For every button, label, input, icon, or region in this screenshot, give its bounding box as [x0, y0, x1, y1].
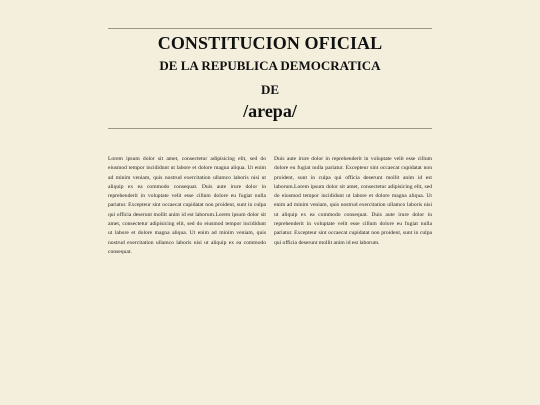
- body-columns: [108, 155, 432, 257]
- body-column-left: Lorem ipsum dolor sit amet, consectetur adipisicing elit, sed do eiusmod tempor incididunt ut labore et dolore magna aliqua. Ut enim ad minim veniam, quis nostrud exercitation ullamco laboris nisi ut aliquip ex ea commodo consequat. Duis aute irure dolor in reprehenderit in voluptate velit esse cillum dolore eu fugiat nulla pariatur. Excepteur sint occaecat cupidatat non proident, sunt in culpa qui officia deserunt mollit anim id est laborum.Lorem ipsum dolor sit amet, consectetur adipisicing elit, sed do eiusmod tempor incididunt ut labore et dolore magna aliqua. Ut enim ad minim veniam, quis nostrud exercitation ullamco laboris nisi ut aliquip ex ea commodo consequat.: [108, 156, 266, 255]
- page-subtitle-name: /arepa/: [243, 101, 297, 121]
- page-title: CONSTITUCION OFICIAL: [157, 33, 383, 53]
- body-column-right: Duis aute irure dolor in reprehenderit in voluptate velit esse cillum dolore eu fugiat nulla pariatur. Excepteur sint occaecat cupidatat non proident, sunt in culpa qui officia deserunt mollit anim id est laborum.Lorem ipsum dolor sit amet, consectetur adipisicing elit, sed do eiusmod tempor incididunt ut labore et dolore magna aliqua. Ut enim ad minim veniam, quis nostrud exercitation ullamco laboris nisi ut aliquip ex ea commodo consequat. Duis aute irure dolor in reprehenderit in voluptate velit esse cillum dolore eu fugiat nulla pariatur. Excepteur sint occaecat cupidatat non proident, sunt in culpa qui officia deserunt mollit anim id est laborum.: [274, 156, 432, 246]
- page-subtitle-connector: DE: [260, 82, 280, 97]
- top-divider: [108, 28, 432, 29]
- page-subtitle: DE LA REPUBLICA DEMOCRATICA: [159, 58, 381, 73]
- bottom-divider: [108, 128, 432, 129]
